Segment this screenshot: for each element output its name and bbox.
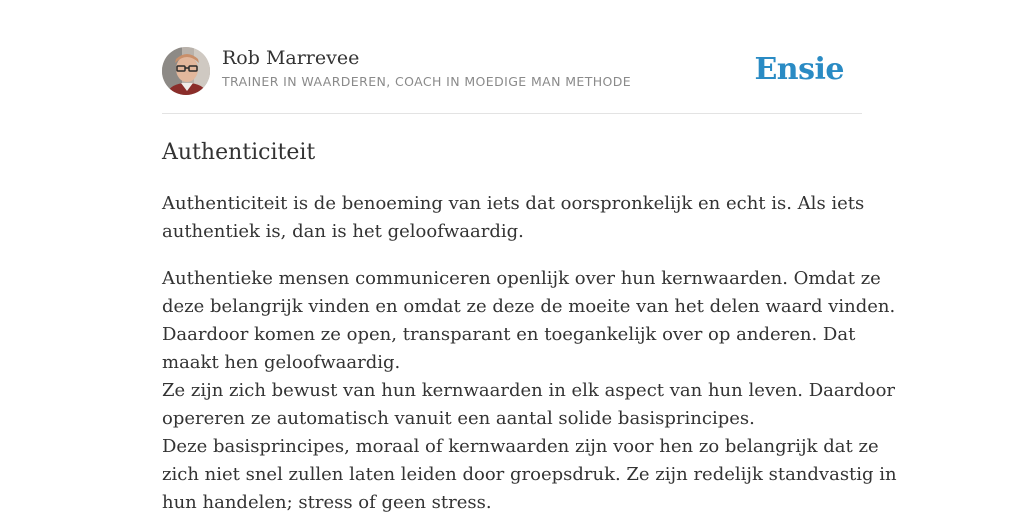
author-header: [162, 46, 862, 96]
text-line: Ze zijn zich bewust van hun kernwaarden in elk aspect van hun leven. Daardoor: [162, 380, 896, 401]
article-title: Authenticiteit: [162, 140, 316, 165]
text-line: Daardoor komen ze open, transparant en toegankelijk over op anderen. Dat: [162, 324, 856, 345]
avatar-portrait-icon: [162, 47, 210, 95]
author-title: TRAINER IN WAARDEREN, COACH IN MOEDIGE MAN METHODE: [222, 74, 632, 89]
author-name[interactable]: Rob Marrevee: [222, 47, 360, 69]
ensie-logo[interactable]: Ensie: [754, 52, 844, 87]
paragraph-1: [162, 190, 865, 246]
text-line: opereren ze automatisch vanuit een aantal solide basisprincipes.: [162, 408, 755, 429]
avatar[interactable]: [162, 47, 210, 95]
article-body: [162, 190, 897, 512]
header-divider: [162, 113, 862, 114]
text-line: hun handelen; stress of geen stress.: [162, 492, 492, 512]
text-line: Authentieke mensen communiceren openlijk over hun kernwaarden. Omdat ze: [162, 268, 881, 289]
text-line: maakt hen geloofwaardig.: [162, 352, 401, 373]
text-line: Authenticiteit is de benoeming van iets dat oorspronkelijk en echt is. Als iets: [162, 193, 865, 214]
text-line: Deze basisprincipes, moraal of kernwaarden zijn voor hen zo belangrijk dat ze: [162, 436, 879, 457]
paragraph-2: [162, 265, 897, 512]
text-line: deze belangrijk vinden en omdat ze deze de moeite van het delen waard vinden.: [162, 296, 896, 317]
text-line: authentiek is, dan is het geloofwaardig.: [162, 221, 524, 242]
text-line: zich niet snel zullen laten leiden door groepsdruk. Ze zijn redelijk standvastig in: [162, 464, 897, 485]
